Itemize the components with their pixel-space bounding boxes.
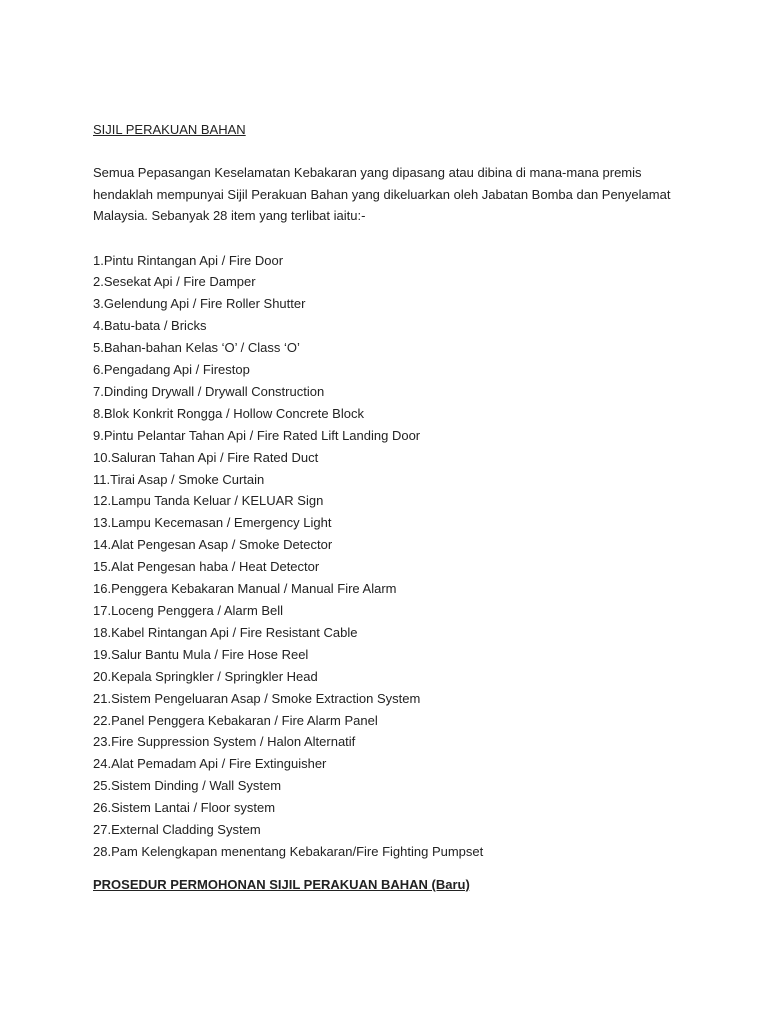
list-item: 12.Lampu Tanda Keluar / KELUAR Sign xyxy=(93,493,324,509)
document-page xyxy=(93,120,693,895)
list-item: 11.Tirai Asap / Smoke Curtain xyxy=(93,471,265,487)
list-item: 2.Sesekat Api / Fire Damper xyxy=(93,274,256,290)
list-item: 17.Loceng Penggera / Alarm Bell xyxy=(93,603,284,618)
list-item: 25.Sistem Dinding / Wall System xyxy=(93,778,282,794)
list-item: 24.Alat Pemadam Api / Fire Extinguisher xyxy=(93,756,327,772)
list-item: 9.Pintu Pelantar Tahan Api / Fire Rated Lift Landing Door xyxy=(93,427,421,443)
document-title: SIJIL PERAKUAN BAHAN xyxy=(93,122,246,137)
item-list xyxy=(93,250,693,863)
list-item: 21.Sistem Pengeluaran Asap / Smoke Extraction System xyxy=(93,690,421,706)
list-item: 18.Kabel Rintangan Api / Fire Resistant Cable xyxy=(93,624,358,640)
list-item: 5.Bahan-bahan Kelas ‘O’ / Class ‘O’ xyxy=(93,340,300,356)
list-item: 28.Pam Kelengkapan menentang Kebakaran/Fire Fighting Pumpset xyxy=(93,843,484,859)
list-item: 6.Pengadang Api / Firestop xyxy=(93,362,250,378)
list-item: 10.Saluran Tahan Api / Fire Rated Duct xyxy=(93,449,319,465)
list-item: 7.Dinding Drywall / Drywall Construction xyxy=(93,383,325,399)
list-item: 4.Batu-bata / Bricks xyxy=(93,318,207,334)
list-item: 16.Penggera Kebakaran Manual / Manual Fire Alarm xyxy=(93,581,397,597)
list-item: 3.Gelendung Api / Fire Roller Shutter xyxy=(93,296,306,312)
intro-paragraph: Semua Pepasangan Keselamatan Kebakaran yang dipasang atau dibina di mana-mana premis hendaklah mempunyai Sijil Perakuan Bahan yang dikeluarkan oleh Jabatan Bomba dan Penyelamat Malaysia. Sebanyak 28 item yang terlibat iaitu:- xyxy=(93,165,671,223)
list-item: 13.Lampu Kecemasan / Emergency Light xyxy=(93,515,332,531)
list-item: 1.Pintu Rintangan Api / Fire Door xyxy=(93,252,284,268)
list-item: 15.Alat Pengesan haba / Heat Detector xyxy=(93,559,320,575)
section-heading: PROSEDUR PERMOHONAN SIJIL PERAKUAN BAHAN (Baru) xyxy=(93,876,470,892)
list-item: 22.Panel Penggera Kebakaran / Fire Alarm Panel xyxy=(93,712,378,728)
list-item: 23.Fire Suppression System / Halon Alternatif xyxy=(93,734,356,750)
list-item: 27.External Cladding System xyxy=(93,822,261,838)
list-item: 19.Salur Bantu Mula / Fire Hose Reel xyxy=(93,646,309,662)
list-item: 14.Alat Pengesan Asap / Smoke Detector xyxy=(93,537,333,553)
list-item: 26.Sistem Lantai / Floor system xyxy=(93,800,276,816)
list-item: 20.Kepala Springkler / Springkler Head xyxy=(93,668,318,684)
list-item: 8.Blok Konkrit Rongga / Hollow Concrete Block xyxy=(93,405,364,421)
